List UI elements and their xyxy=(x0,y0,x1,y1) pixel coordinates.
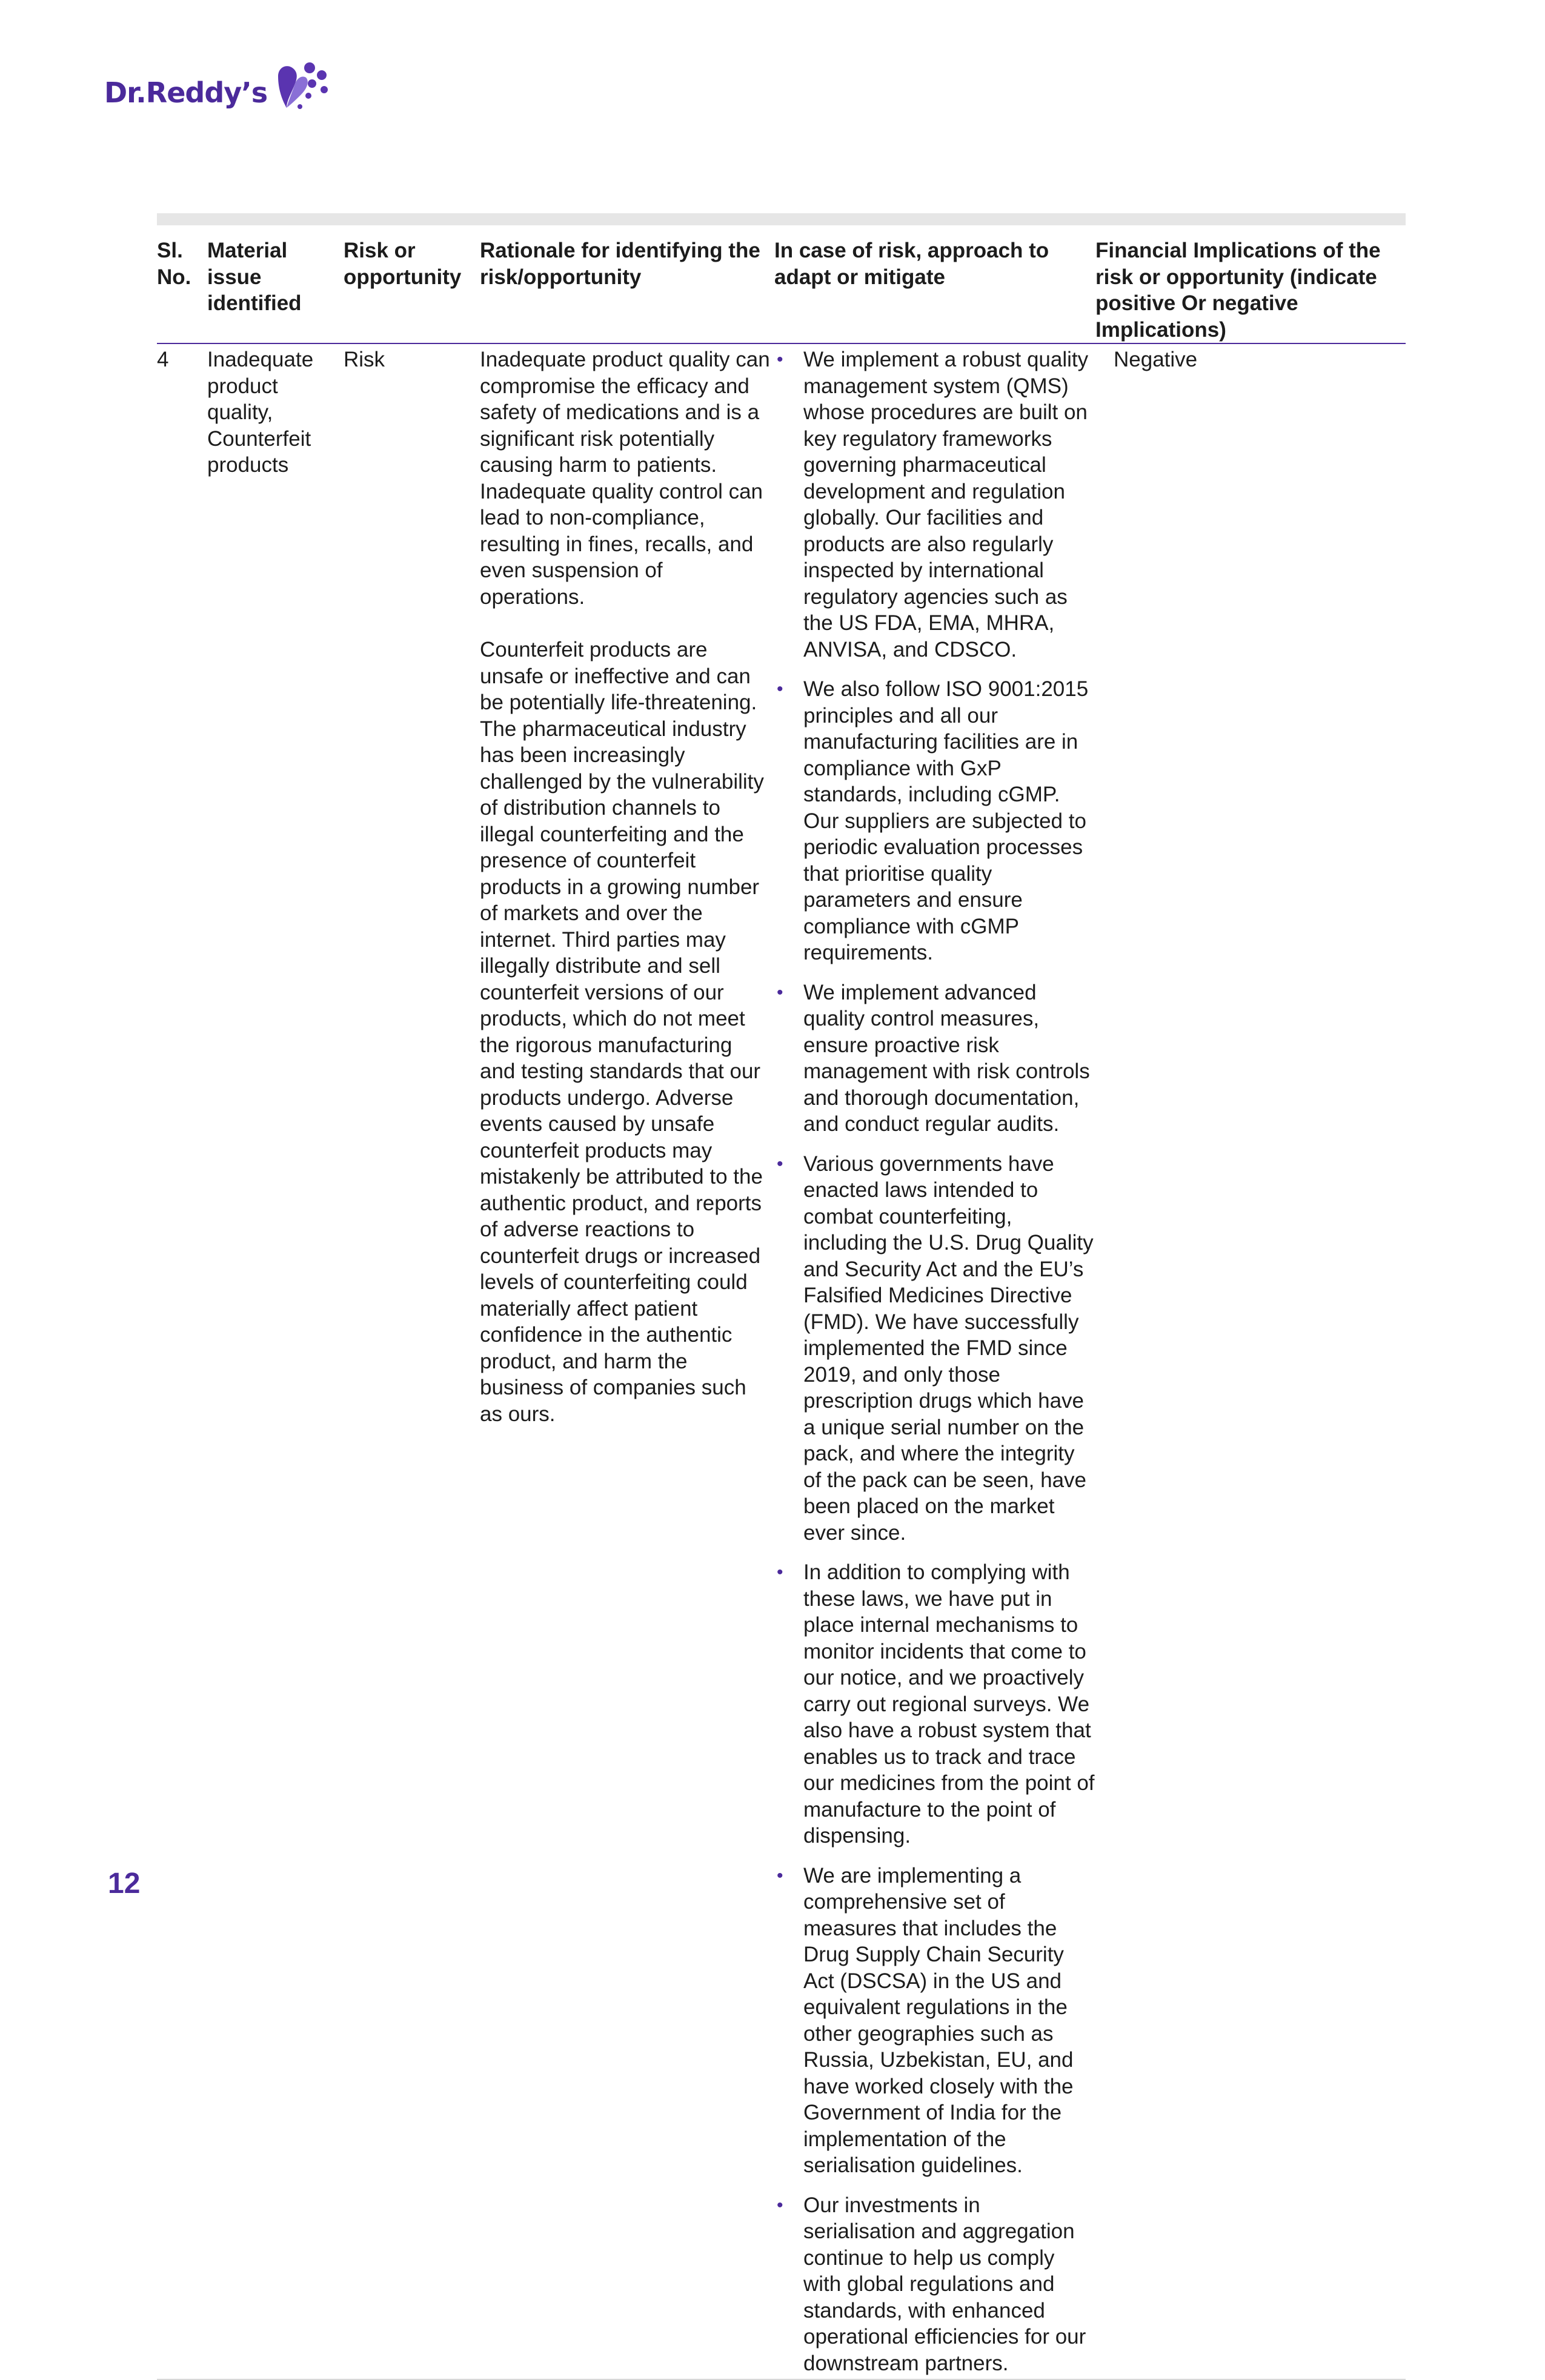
approach-item-text: We also follow ISO 9001:2015 principles and all our manufacturing facilities are in compliance with GxP standards, including cGMP. Our suppliers are subjected to periodic evaluation processes that prioritise quality parameters and ensure compliance with cGMP requirements. xyxy=(803,677,1089,964)
list-item xyxy=(774,980,1095,1138)
cell-approach xyxy=(774,343,1095,2379)
bullet-icon: • xyxy=(777,1153,783,1174)
table-header-row xyxy=(157,225,1406,343)
column-header-approach: In case of risk, approach to adapt or mitigate xyxy=(774,225,1095,343)
bullet-icon: • xyxy=(777,1865,783,1886)
approach-item-text: In addition to complying with these laws, we have put in place internal mechanisms to monitor incidents that come to our notice, and we proactively carry out regional surveys. We also have a robust system that enables us to track and trace our medicines from the point of manufacture to the point of dispensing. xyxy=(803,1560,1095,1848)
bullet-icon: • xyxy=(777,2195,783,2215)
approach-item-text: We implement a robust quality management system (QMS) whose procedures are built on key regulatory frameworks governing pharmaceutical development and regulation globally. Our facilities and products are also regularly inspected by international regulatory agencies such as the US FDA, EMA, MHRA, ANVISA, and CDSCO. xyxy=(803,348,1089,661)
table-row xyxy=(157,343,1406,2379)
column-header-rationale: Rationale for identifying the risk/opportunity xyxy=(480,225,774,343)
column-header-financial-implications: Financial Implications of the risk or opportunity (indicate positive Or negative Implications) xyxy=(1095,225,1406,343)
cell-rationale xyxy=(480,343,774,2379)
list-item xyxy=(774,346,1095,663)
logo xyxy=(104,71,331,114)
column-header-sl-no: Sl. No. xyxy=(157,225,207,343)
rationale-paragraph: Inadequate product quality can compromise the efficacy and safety of medications and is a significant risk potentially causing harm to patients. Inadequate quality control can lead to non-compliance, resulting in fines, recalls, and even suspension of operations. xyxy=(480,348,770,609)
bullet-icon: • xyxy=(777,350,783,370)
logo-mark-icon xyxy=(273,59,331,114)
approach-item-text: We are implementing a comprehensive set of measures that includes the Drug Supply Chain Security Act (DSCSA) in the US and equivalent regulations in the other geographies such as Russia, Uzbekistan, EU, and have worked closely with the Government of India for the implementation of the serialisation guidelines. xyxy=(803,1863,1074,2177)
paragraph-spacer xyxy=(480,610,771,637)
list-item xyxy=(774,676,1095,966)
list-item xyxy=(774,1863,1095,2179)
approach-item-text: Various governments have enacted laws intended to combat counterfeiting, including the U.S. Drug Quality and Security Act and the EU’s Falsified Medicines Directive (FMD). We have successfully implemented the FMD since 2019, and only those prescription drugs which have a unique serial number on the pack, and where the integrity of the pack can be seen, have been placed on the market ever since. xyxy=(803,1152,1094,1545)
cell-financial-implication: Negative xyxy=(1095,343,1406,2379)
approach-item-text: We implement advanced quality control measures, ensure proactive risk management with risk controls and thorough documentation, and conduct regular audits. xyxy=(803,980,1090,1136)
rationale-paragraph: Counterfeit products are unsafe or ineffective and can be potentially life-threatening. The pharmaceutical industry has been increasingly challenged by the vulnerability of distribution channels to illegal counterfeiting and the presence of counterfeit products in a growing number of markets and over the internet. Third parties may illegally distribute and sell counterfeit versions of our products, which do not meet the rigorous manufacturing and testing standards that our products undergo. Adverse events caused by unsafe counterfeit products may mistakenly be attributed to the authentic product, and reports of adverse reactions to counterfeit drugs or increased levels of counterfeiting could materially affect patient confidence in the authentic product, and harm the business of companies such as ours. xyxy=(480,638,764,1426)
approach-list xyxy=(774,346,1095,2376)
cell-sl-no: 4 xyxy=(157,343,207,2379)
list-item xyxy=(774,2192,1095,2377)
table-top-band xyxy=(157,213,1406,225)
column-header-material-issue: Material issue identified xyxy=(207,225,344,343)
risk-opportunity-table xyxy=(157,225,1406,2380)
bullet-icon: • xyxy=(777,982,783,1003)
page-number: 12 xyxy=(108,1868,141,1900)
risk-table xyxy=(157,213,1406,2380)
column-header-risk-or-opportunity: Risk or opportunity xyxy=(344,225,480,343)
cell-material-issue: Inadequate product quality, Counterfeit products xyxy=(207,343,344,2379)
list-item xyxy=(774,1559,1095,1849)
list-item xyxy=(774,1151,1095,1546)
approach-item-text: Our investments in serialisation and aggregation continue to help us comply with global regulations and standards, with enhanced operational efficiencies for our downstream partners. xyxy=(803,2193,1086,2375)
bullet-icon: • xyxy=(777,1562,783,1582)
cell-risk-or-opportunity: Risk xyxy=(344,343,480,2379)
bullet-icon: • xyxy=(777,679,783,699)
logo-text: Dr.Reddy’s xyxy=(104,76,268,109)
